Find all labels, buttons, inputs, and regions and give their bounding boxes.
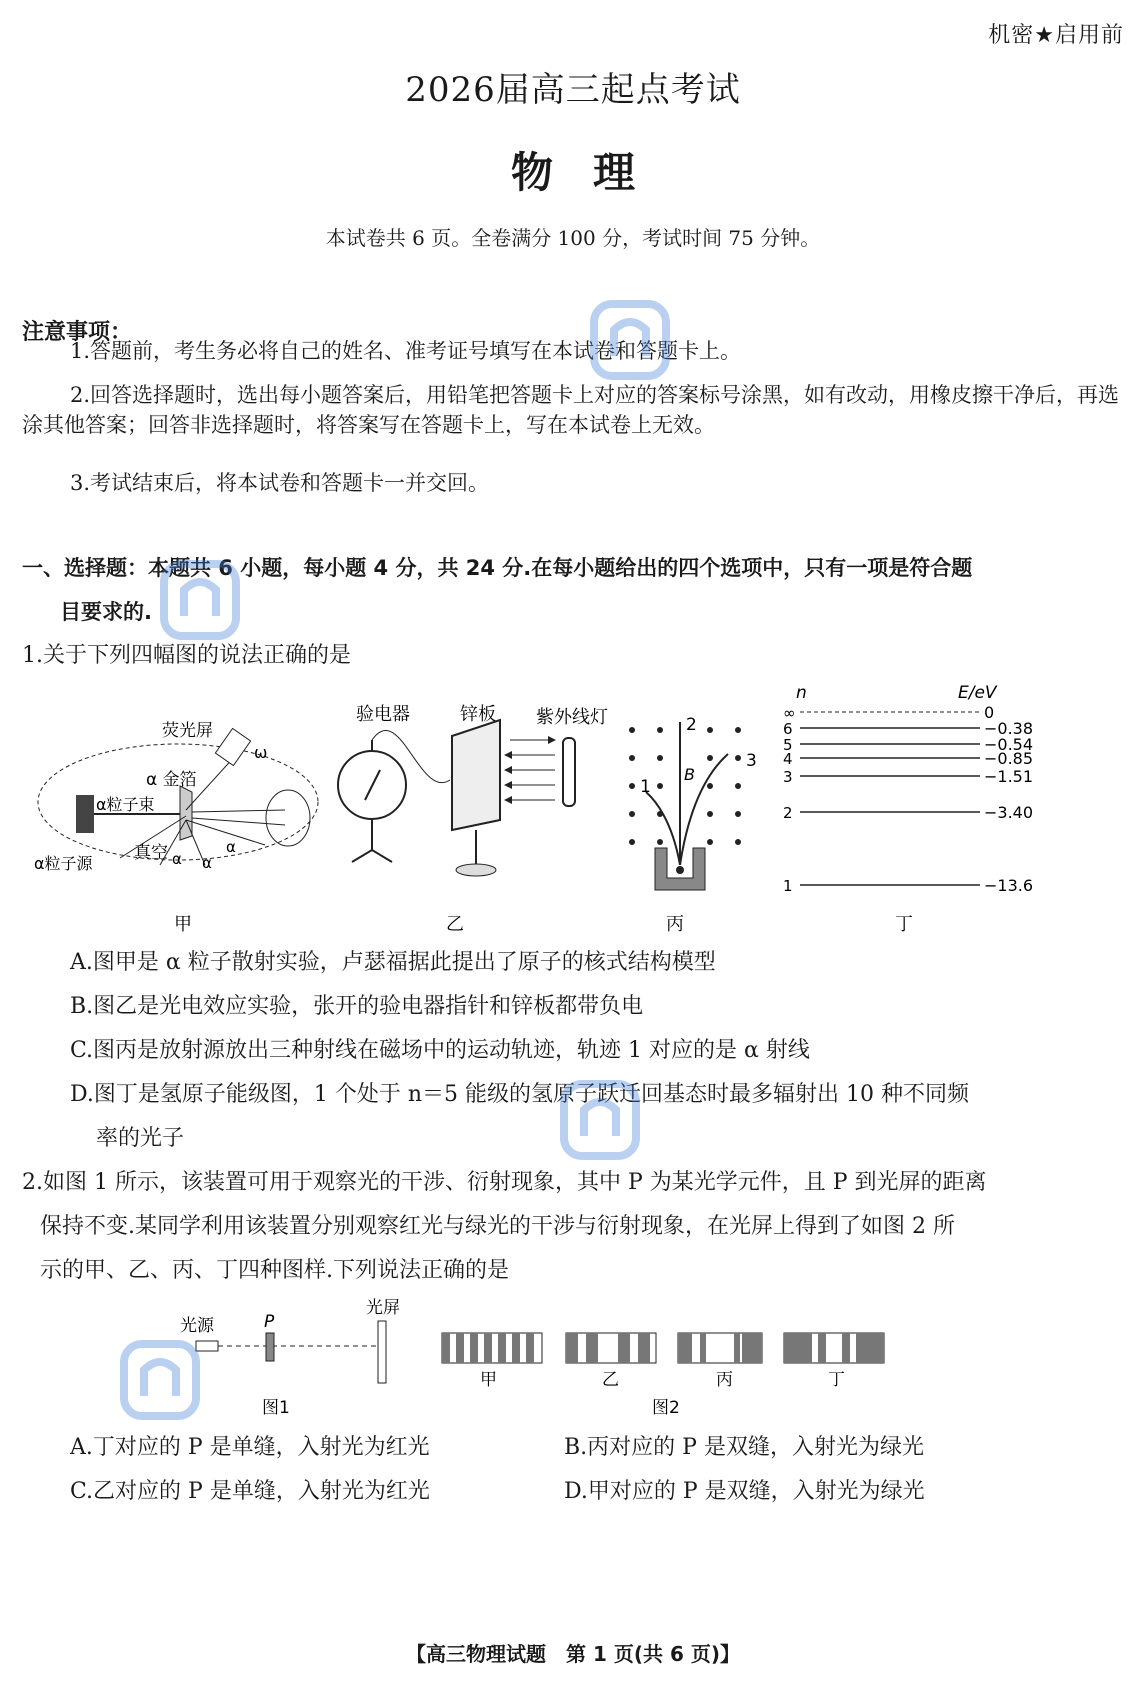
optical-element-p (266, 1333, 274, 1361)
caption-jia: 甲 (174, 914, 192, 935)
zinc-plate (452, 720, 500, 830)
pattern-dark-fringe (526, 1333, 534, 1363)
q1-option-a[interactable]: A.图甲是 α 粒子散射实验，卢瑟福据此提出了原子的核式结构模型 (70, 950, 716, 975)
pattern-dark-fringe (456, 1333, 464, 1363)
q1-option-d-cont: 率的光子 (96, 1126, 185, 1151)
energy-level-value: −0.38 (984, 719, 1034, 738)
caption-pattern-yi: 乙 (602, 1370, 619, 1390)
light-source (196, 1341, 218, 1351)
figure-ding-energy-levels (783, 683, 1033, 895)
energy-level-value: −3.40 (984, 803, 1034, 822)
caption-bing: 丙 (666, 914, 684, 935)
q2-option-a[interactable]: A.丁对应的 P 是单缝，入射光为红光 (70, 1435, 430, 1460)
caption-pattern-bing: 丙 (716, 1370, 733, 1390)
energy-level-value: 0 (984, 703, 995, 722)
caption-ding: 丁 (895, 914, 913, 935)
q2-figures (0, 1295, 1146, 1425)
q2-stem-line2: 保持不变.某同学利用该装置分别观察红光与绿光的干涉与衍射现象，在光屏上得到了如图 2 所 (40, 1214, 955, 1239)
caption-pattern-ding: 丁 (828, 1370, 845, 1390)
pattern-dark-fringe (818, 1333, 826, 1363)
section-heading-line2: 目要求的. (60, 600, 152, 624)
q2-stem-line1: 2.如图 1 所示，该装置可用于观察光的干涉、衍射现象，其中 P 为某光学元件，且 P 到光屏的距离 (22, 1170, 987, 1195)
energy-level-n: 6 (783, 720, 793, 738)
secret-mark: 机密★启用前 (988, 23, 1124, 48)
pattern-dark-fringe (566, 1333, 578, 1363)
label-screen: 光屏 (366, 1298, 400, 1318)
page-footer: 【高三物理试题 第 1 页(共 6 页)】 (406, 1642, 740, 1666)
notice-item-3: 3.考试结束后，将本试卷和答题卡一并交回。 (70, 471, 490, 495)
label-gold-foil: α 金箔 (146, 770, 197, 790)
caption-yi: 乙 (446, 914, 464, 935)
label-alpha-source: α粒子源 (34, 854, 93, 873)
energy-level-n: 2 (783, 804, 793, 822)
caption-pattern-jia: 甲 (480, 1370, 497, 1390)
energy-level-n: 1 (783, 877, 793, 895)
energy-level-value: −0.85 (984, 749, 1034, 768)
q2-option-d[interactable]: D.甲对应的 P 是双缝，入射光为绿光 (564, 1479, 925, 1504)
label-p: P (264, 1312, 275, 1332)
figure-yi-photoelectric (338, 704, 608, 876)
q1-option-c[interactable]: C.图丙是放射源放出三种射线在磁场中的运动轨迹，轨迹 1 对应的是 α 射线 (70, 1038, 810, 1063)
label-alpha-b: α (202, 854, 212, 872)
alpha-source (76, 795, 94, 833)
subject-title: 物理 (510, 148, 675, 197)
pattern-dark-fringe (856, 1333, 884, 1363)
figure-1-apparatus (180, 1298, 400, 1418)
energy-level-value: −1.51 (984, 767, 1034, 786)
fluorescent-screen-scope (215, 728, 250, 765)
exam-title: 2026届高三起点考试 (405, 70, 741, 110)
label-electroscope: 验电器 (356, 704, 410, 725)
label-fluorescent-screen: 荧光屏 (162, 721, 213, 741)
notice-item-2: 2.回答选择题时，选出每小题答案后，用铅笔把答题卡上对应的答案标号涂黑，如有改动，用橡皮擦干净后，再选涂其他答案；回答非选择题时，将答案写在答题卡上，写在本试卷上无效。 (22, 383, 1120, 437)
pattern-dark-fringe (678, 1333, 692, 1363)
label-magnetic-field: B (684, 765, 695, 784)
notice-item-1: 1.答题前，考生务必将自己的姓名、准考证号填写在本试卷和答题卡上。 (70, 339, 742, 363)
energy-level-n: 4 (783, 750, 793, 768)
pattern-dark-fringe (842, 1333, 850, 1363)
energy-level-value: −13.6 (984, 876, 1034, 895)
label-alpha-a: α (172, 850, 182, 868)
label-track-2: 2 (686, 715, 697, 735)
label-n: n (796, 683, 807, 703)
pattern-dark-fringe (784, 1333, 812, 1363)
caption-fig1: 图1 (262, 1398, 290, 1418)
pattern-dark-fringe (638, 1333, 650, 1363)
figure-jia-alpha-scattering (34, 721, 318, 873)
energy-level-n: ∞ (783, 704, 796, 722)
section-heading-line1: 一、选择题：本题共 6 小题，每小题 4 分，共 24 分.在每小题给出的四个选项中，只有一项是符合题 (22, 556, 973, 580)
pattern-dark-fringe (742, 1333, 762, 1363)
pattern-dark-fringe (442, 1333, 450, 1363)
q2-stem-line3: 示的甲、乙、丙、丁四种图样.下列说法正确的是 (40, 1258, 509, 1283)
light-screen (378, 1321, 386, 1383)
label-uv-lamp: 紫外线灯 (536, 707, 608, 728)
uv-lamp (563, 738, 575, 806)
energy-level-n: 3 (783, 768, 793, 786)
pattern-dark-fringe (734, 1333, 740, 1363)
notice-heading: 注意事项： (22, 320, 133, 345)
energy-level-value: −0.54 (984, 735, 1034, 754)
label-omega: ω (254, 743, 268, 762)
q1-stem: 1.关于下列四幅图的说法正确的是 (22, 643, 351, 668)
exam-intro: 本试卷共 6 页。全卷满分 100 分，考试时间 75 分钟。 (325, 226, 821, 250)
label-alpha-c: α (226, 838, 236, 856)
label-light-source: 光源 (180, 1316, 214, 1336)
figure-2-patterns (442, 1333, 884, 1418)
pattern-dark-fringe (484, 1333, 492, 1363)
q1-option-d[interactable]: D.图丁是氢原子能级图，1 个处于 n＝5 能级的氢原子跃迁回基态时最多辐射出 10 种不同频 (70, 1082, 969, 1107)
label-energy: E/eV (958, 683, 997, 703)
q1-option-b[interactable]: B.图乙是光电效应实验，张开的验电器指针和锌板都带负电 (70, 994, 644, 1019)
pattern-dark-fringe (512, 1333, 520, 1363)
pattern-dark-fringe (700, 1333, 706, 1363)
pattern-dark-fringe (498, 1333, 506, 1363)
q2-option-b[interactable]: B.丙对应的 P 是双缝，入射光为绿光 (564, 1435, 924, 1460)
pattern-dark-fringe (470, 1333, 478, 1363)
caption-fig2: 图2 (652, 1398, 680, 1418)
pattern-dark-fringe (586, 1333, 598, 1363)
q1-figures (0, 680, 1146, 940)
figure-bing-radiation (629, 715, 757, 890)
microscope (266, 790, 310, 846)
label-alpha-beam: α粒子束 (96, 795, 155, 814)
gold-foil (180, 786, 192, 840)
q2-option-c[interactable]: C.乙对应的 P 是单缝，入射光为红光 (70, 1479, 430, 1504)
pattern-dark-fringe (618, 1333, 630, 1363)
label-track-1: 1 (640, 777, 651, 797)
energy-level-n: 5 (783, 736, 793, 754)
label-vacuum: 真空 (134, 843, 168, 863)
label-track-3: 3 (746, 751, 757, 771)
label-zinc-plate: 锌板 (460, 704, 496, 725)
